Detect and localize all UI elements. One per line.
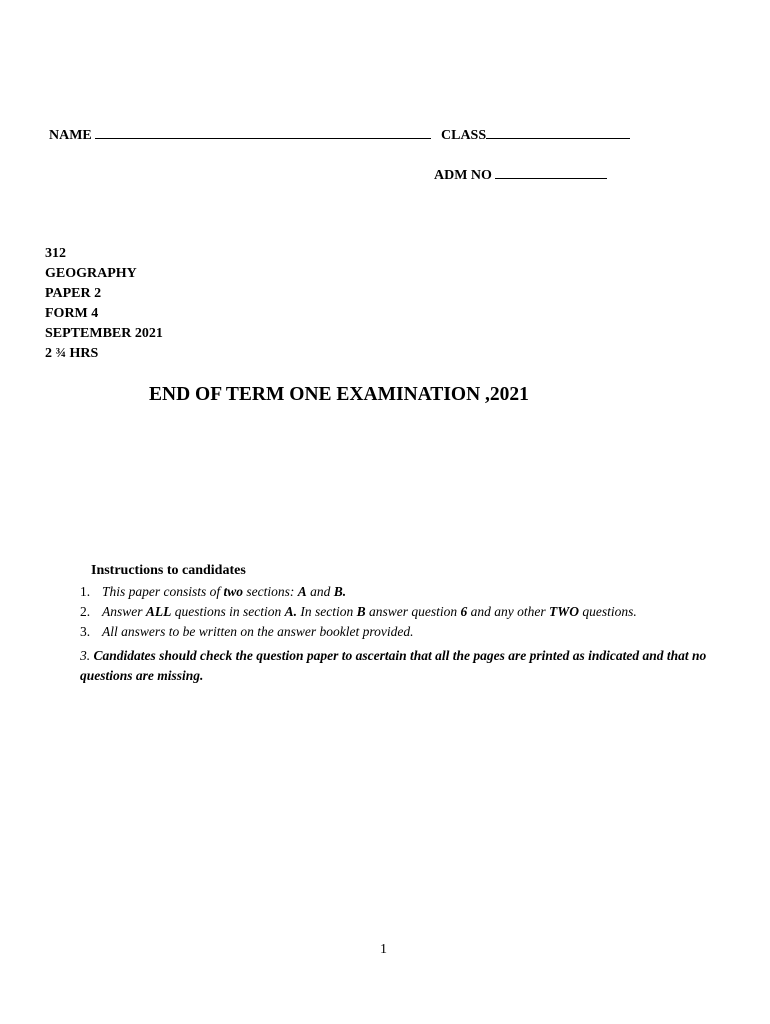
page-number: 1	[380, 942, 387, 957]
instruction-text: All answers to be written on the answer booklet provided.	[102, 624, 414, 639]
class-field	[441, 125, 630, 144]
instruction-emphasis: B	[356, 604, 366, 619]
paper-form: FORM 4	[45, 306, 99, 321]
paper-date: SEPTEMBER 2021	[45, 326, 163, 341]
instruction-emphasis: B.	[333, 584, 347, 599]
instruction-emphasis: A	[297, 584, 307, 599]
instruction-text: This paper consists of	[102, 584, 224, 599]
paper-duration: 2 ¾ HRS	[45, 346, 99, 361]
name-label: NAME	[49, 128, 92, 143]
instruction-number: 3.	[80, 648, 91, 663]
instruction-text: answer question	[365, 604, 461, 619]
instruction-emphasis: 6	[460, 604, 468, 619]
instruction-emphasis: TWO	[549, 604, 580, 619]
instruction-text: sections:	[243, 584, 298, 599]
paper-code: 312	[45, 246, 66, 261]
instruction-text: In section	[297, 604, 357, 619]
paper-info	[45, 244, 163, 364]
instruction-emphasis: A.	[284, 604, 298, 619]
adm-no-label: ADM NO	[434, 168, 492, 183]
instruction-text: questions.	[579, 604, 637, 619]
instruction-item	[80, 602, 637, 622]
paper-subject: GEOGRAPHY	[45, 266, 137, 281]
instruction-item	[80, 622, 637, 642]
instruction-number: 3.	[80, 624, 91, 639]
adm-no-line	[495, 165, 607, 179]
instruction-text: Candidates should check the question paper to ascertain that all the pages are printed as indicated and that no questions are missing.	[80, 648, 707, 683]
name-line	[95, 125, 431, 139]
paper-number: PAPER 2	[45, 286, 102, 301]
instruction-text: questions in section	[171, 604, 285, 619]
exam-title: END OF TERM ONE EXAMINATION ,2021	[149, 384, 529, 405]
instruction-emphasis: ALL	[145, 604, 172, 619]
instruction-emphasis: two	[223, 584, 244, 599]
instruction-text: and any other	[467, 604, 550, 619]
instruction-text: Answer	[102, 604, 146, 619]
instruction-final	[80, 646, 730, 686]
name-field	[49, 125, 431, 144]
instructions-heading: Instructions to candidates	[91, 563, 246, 578]
class-label: CLASS	[441, 128, 487, 143]
instruction-number: 2.	[80, 604, 91, 619]
instruction-item	[80, 582, 637, 602]
instruction-text: and	[306, 584, 334, 599]
class-line	[486, 125, 630, 139]
adm-no-field	[434, 165, 607, 184]
instructions-list	[80, 582, 637, 642]
instruction-number: 1.	[80, 584, 91, 599]
